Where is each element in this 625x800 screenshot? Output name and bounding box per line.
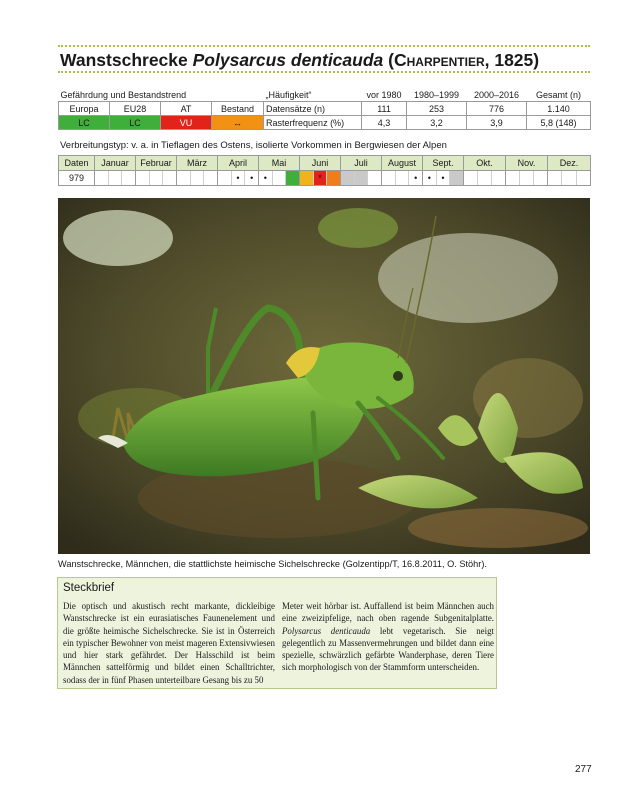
status-eu28: LC (110, 116, 161, 130)
decade-group (177, 171, 217, 185)
decade-cell: • (259, 171, 273, 185)
month-cell (506, 171, 548, 186)
threat-header-europa: Europa (59, 102, 110, 116)
row-label-datensaetze: Datensätze (n) (264, 102, 362, 116)
threat-header-bestand: Bestand (212, 102, 264, 116)
decade-group (218, 171, 258, 185)
decade-cell (136, 171, 150, 185)
decade-cell (520, 171, 534, 185)
decade-cell (492, 171, 505, 185)
month-header: Mai (259, 156, 300, 171)
threat-section-label: Gefährdung und Bestandstrend (59, 88, 264, 102)
month-header: April (218, 156, 259, 171)
title-dotted-rule (58, 71, 590, 73)
month-cell (177, 171, 218, 186)
decade-cell (341, 171, 355, 185)
month-header: Dez. (548, 156, 591, 171)
decade-cell (218, 171, 232, 185)
month-cell (136, 171, 177, 186)
decade-cell (95, 171, 109, 185)
decade-cell: • (250, 173, 254, 183)
decade-group (95, 171, 135, 185)
table-cell: 5,8 (148) (527, 116, 591, 130)
decade-cell (150, 171, 164, 185)
status-table (58, 88, 591, 130)
decade-group (300, 171, 340, 185)
distribution-type: Verbreitungstyp: v. a. in Tieflagen des Ostens, isolierte Vorkommen in Bergwiesen der Alpen (60, 140, 447, 151)
decade-group (136, 171, 176, 185)
profile-box (57, 577, 497, 689)
decade-cell (478, 171, 492, 185)
period-header: 2000–2016 (467, 88, 527, 102)
profile-text-part: Meter weit hörbar ist. Auffallend ist beim Männchen auch eine zweizipfelige, nach oben ragende Subgenitalplatte. (282, 601, 494, 624)
common-name: Wanstschrecke (60, 50, 188, 70)
species-author: (Charpentier, 1825) (388, 50, 540, 70)
decade-cell (163, 171, 176, 185)
decade-group (464, 171, 505, 185)
month-header: Januar (95, 156, 136, 171)
decade-cell (562, 171, 576, 185)
decade-cell (327, 171, 340, 185)
period-header: Gesamt (n) (527, 88, 591, 102)
phenology-table (58, 155, 591, 186)
decade-cell (534, 171, 547, 185)
table-cell: 1.140 (527, 102, 591, 116)
table-cell: 776 (467, 102, 527, 116)
decade-cell: • (232, 171, 246, 185)
decade-group (382, 171, 422, 185)
month-cell (95, 171, 136, 186)
top-dotted-rule (58, 45, 590, 47)
month-cell (423, 171, 464, 186)
decade-cell (273, 171, 287, 185)
decade-cell (506, 171, 520, 185)
data-count: 979 (59, 171, 95, 186)
species-name: Polysarcus denticauda (192, 50, 384, 70)
month-cell (341, 171, 382, 186)
status-europa: LC (59, 116, 110, 130)
decade-group (506, 171, 547, 185)
decade-cell (368, 171, 381, 185)
decade-cell (355, 171, 369, 185)
month-cell (218, 171, 259, 186)
period-header: vor 1980 (362, 88, 407, 102)
decade-cell (300, 171, 314, 185)
photo-illustration (58, 198, 590, 554)
month-cell (548, 171, 591, 186)
decade-group (259, 171, 299, 185)
month-header: Februar (136, 156, 177, 171)
decade-cell (191, 171, 205, 185)
decade-cell (204, 171, 217, 185)
table-cell: 3,2 (407, 116, 467, 130)
frequency-header-label: „Häufigkeit“ (264, 88, 362, 102)
decade-cell (396, 171, 410, 185)
decade-cell (382, 171, 396, 185)
decade-cell: • (423, 171, 437, 185)
month-header: März (177, 156, 218, 171)
table-cell: 3,9 (467, 116, 527, 130)
profile-text-col1: Die optisch und akustisch recht markante, dickleibige Wanstschrecke ist ein eurasiatisches Faunenelement und die größte heimische Sichelschrecke. Sie ist in Österreich ein typischer Bewohner von meist mageren Extensivwiesen und hier stark gefährdet. Der Halsschild ist beim Männchen sattelförmig und bildet einen Schalltrichter, sodass der in fünf Phasen unterteilbare Gesang bis zu 50 (63, 601, 275, 685)
month-cell (300, 171, 341, 186)
profile-species-name: Polysarcus denticauda (282, 625, 371, 636)
decade-cell (548, 171, 562, 185)
page-title (60, 50, 590, 71)
threat-header-eu28: EU28 (110, 102, 161, 116)
decade-cell (450, 171, 463, 185)
decade-cell (177, 171, 191, 185)
decade-cell (464, 171, 478, 185)
month-header: Sept. (423, 156, 464, 171)
month-cell (382, 171, 423, 186)
decade-group (341, 171, 381, 185)
decade-group (548, 171, 590, 185)
month-header: Nov. (506, 156, 548, 171)
row-label-rasterfrequenz: Rasterfrequenz (%) (264, 116, 362, 130)
data-label: Daten (59, 156, 95, 171)
trend-arrow-icon: ↔ (212, 116, 264, 130)
decade-cell: * (314, 171, 328, 185)
month-header: Juni (300, 156, 341, 171)
month-cell (259, 171, 300, 186)
table-cell: 4,3 (362, 116, 407, 130)
decade-group (423, 171, 463, 185)
photo-caption: Wanstschrecke, Männchen, die stattlichste heimische Sichelschrecke (Golzentipp/T, 16.8.2011, O. Stöhr). (58, 559, 487, 569)
decade-cell (577, 171, 590, 185)
threat-header-at: AT (161, 102, 212, 116)
period-header: 1980–1999 (407, 88, 467, 102)
month-header: August (382, 156, 423, 171)
decade-cell (286, 171, 299, 185)
decade-cell (109, 171, 123, 185)
grasshopper-photo (58, 198, 590, 554)
decade-cell: • (414, 173, 418, 183)
table-cell: 253 (407, 102, 467, 116)
month-header: Okt. (464, 156, 506, 171)
table-cell: 111 (362, 102, 407, 116)
profile-heading: Steckbrief (63, 582, 115, 594)
page-number: 277 (575, 764, 592, 775)
month-cell (464, 171, 506, 186)
decade-cell (122, 171, 135, 185)
status-at: VU (161, 116, 212, 130)
decade-cell: • (437, 171, 451, 185)
profile-text-part: lebt vegetarisch. Sie neigt gelegentlich zu Massenvermehrungen und bildet dann eine spezielle, schwärzlich gefärbte Wanderphase, deren Tiere sich morphologisch von der Stammform unterscheiden. (282, 625, 494, 673)
month-header: Juli (341, 156, 382, 171)
profile-text-col2 (282, 600, 494, 674)
